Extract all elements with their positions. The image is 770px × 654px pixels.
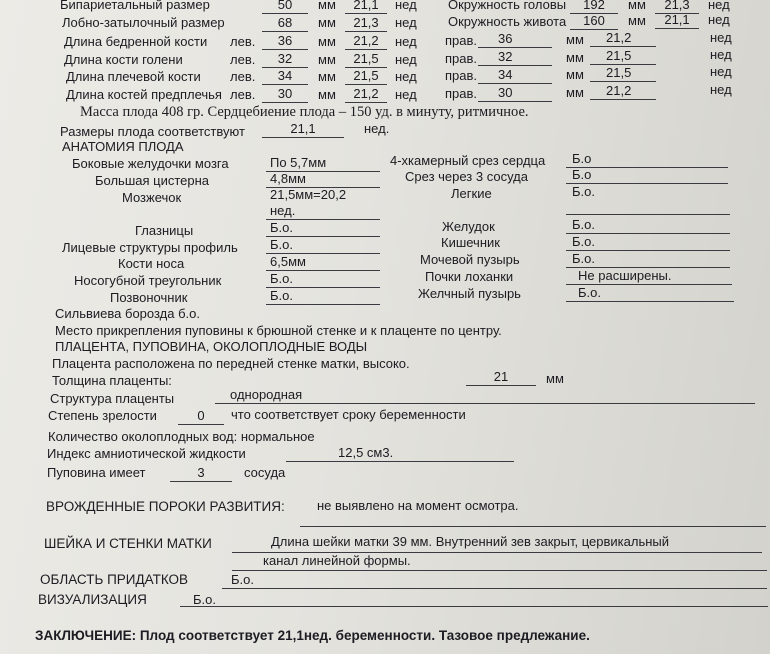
hc-weeks: 21,3 (655, 0, 699, 14)
right-side-label: прав. (445, 86, 478, 101)
malformations-label: ВРОЖДЕННЫЕ ПОРОКИ РАЗВИТИЯ: (46, 499, 285, 514)
anatomy-right-value: Б.о (566, 167, 728, 184)
left-side-label: лев. (230, 69, 256, 84)
bone-label: Длина костей предплечья (66, 87, 222, 102)
left-side-label: лев. (230, 34, 256, 49)
left-side-label: лев. (230, 87, 256, 102)
anatomy-right-label: Почки лоханки (425, 269, 514, 284)
anatomy-right-value: Не расширены. (566, 268, 732, 285)
ac-weeks-unit: нед (708, 12, 730, 27)
anatomy-left-value: Б.о. (266, 237, 380, 254)
anatomy-left-value: 6,5мм (266, 254, 380, 271)
adnexa-line (222, 588, 767, 589)
bone-right-unit: мм (566, 50, 584, 65)
placenta-structure-label: Структура плаценты (50, 391, 175, 406)
bone-right-weeks-unit: нед (710, 64, 732, 79)
anatomy-right-value: Б.о. (566, 251, 730, 268)
sylvian-fissure: Сильвиева борозда б.о. (55, 306, 200, 321)
umbilical-cord-suffix: сосуда (244, 465, 286, 480)
anatomy-right-value: Б.о. (566, 217, 730, 234)
bone-left-unit: мм (318, 69, 336, 84)
cervix-line-2: канал линейной формы. (263, 553, 411, 568)
bone-left-weeks: 21,2 (345, 86, 387, 103)
bone-right-weeks-unit: нед (710, 30, 732, 45)
left-side-label: лев. (230, 52, 256, 67)
placenta-title: ПЛАЦЕНТА, ПУПОВИНА, ОКОЛОПЛОДНЫЕ ВОДЫ (55, 339, 368, 354)
anatomy-right-label: 4-хкамерный срез сердца (390, 153, 546, 168)
placenta-maturity-suffix: что соответствует сроку беременности (231, 407, 466, 422)
anatomy-left-value: Б.о. (266, 288, 380, 305)
bpd-unit: мм (318, 0, 336, 12)
anatomy-left-label: Носогубной треугольник (74, 273, 222, 288)
placenta-maturity-value: 0 (178, 408, 224, 425)
bpd-label: Бипариетальный размер (60, 0, 210, 12)
bone-right-weeks: 21,5 (590, 65, 656, 82)
anatomy-right-label: Желудок (442, 219, 495, 234)
bone-right-unit: мм (566, 32, 584, 47)
size-match-label: Размеры плода соответствуют (60, 124, 245, 139)
bone-left-weeks: 21,5 (345, 68, 387, 85)
ac-unit: мм (628, 13, 646, 28)
bone-right-value: 34 (478, 67, 552, 84)
ac-value: 160 (570, 13, 618, 30)
anatomy-left-label: Боковые желудочки мозга (72, 156, 229, 171)
bone-left-value: 34 (262, 68, 308, 85)
visualization-label: ВИЗУАЛИЗАЦИЯ (38, 592, 147, 607)
placenta-thickness-label: Толщина плаценты: (52, 373, 172, 388)
anatomy-right-value: Б.о. (572, 184, 595, 199)
bone-right-unit: мм (566, 85, 584, 100)
ac-weeks: 21,1 (655, 12, 699, 29)
hc-label: Окружность головы (448, 0, 567, 12)
ofd-weeks-unit: нед (395, 15, 417, 30)
anatomy-left-value: 21,5мм=20,2 (270, 187, 347, 202)
bone-left-unit: мм (318, 34, 336, 49)
anatomy-right-value: Б.о (566, 151, 728, 168)
bpd-weeks: 21,1 (345, 0, 387, 14)
anatomy-left-label: Кости носа (118, 256, 185, 271)
anatomy-left-label: Лицевые структуры профиль (62, 240, 238, 255)
amniotic-fluid-amount: Количество околоплодных вод: нормальное (48, 429, 315, 444)
bone-left-unit: мм (318, 87, 336, 102)
bone-left-value: 32 (262, 51, 308, 68)
anatomy-right-value: Б.о. (566, 234, 730, 251)
bone-left-value: 36 (262, 33, 308, 50)
conclusion: ЗАКЛЮЧЕНИЕ: Плод соответствует 21,1нед. беременности. Тазовое предлежание. (35, 628, 590, 643)
bone-left-weeks-unit: нед (395, 34, 417, 49)
cervix-label: ШЕЙКА И СТЕНКИ МАТКИ (44, 536, 212, 551)
anatomy-left-label: Мозжечок (122, 190, 182, 205)
anatomy-title: АНАТОМИЯ ПЛОДА (62, 139, 184, 154)
cervix-underline-2 (232, 570, 767, 571)
bone-right-value: 36 (478, 31, 552, 48)
adnexa-value: Б.о. (231, 572, 254, 587)
anatomy-right-label: Мочевой пузырь (420, 252, 520, 267)
fetal-weight-line: Масса плода 408 гр. Сердцебиение плода – 150 уд. в минуту, ритмичное. (80, 104, 529, 120)
placenta-thickness-value: 21 (466, 369, 536, 386)
right-side-label: прав. (445, 68, 478, 83)
visualization-line (180, 606, 768, 607)
adnexa-label: ОБЛАСТЬ ПРИДАТКОВ (40, 572, 189, 587)
bone-left-weeks: 21,2 (345, 33, 387, 50)
placenta-location: Плацента расположена по передней стенке матки, высоко. (52, 356, 410, 371)
bone-left-value: 30 (262, 86, 308, 103)
anatomy-left-value: 4,8мм (266, 171, 380, 188)
bone-right-weeks: 21,2 (590, 30, 656, 47)
anatomy-left-label: Большая цистерна (95, 173, 210, 188)
anatomy-right-label: Желчный пузырь (418, 286, 521, 301)
bone-left-weeks-unit: нед (395, 87, 417, 102)
bone-left-weeks-unit: нед (395, 52, 417, 67)
right-side-label: прав. (445, 51, 478, 66)
placenta-maturity-label: Степень зрелости (48, 408, 157, 423)
bone-right-value: 32 (478, 49, 552, 66)
anatomy-left-label: Глазницы (135, 223, 194, 238)
bpd-weeks-unit: нед (395, 0, 417, 12)
anatomy-left-label: Позвоночник (110, 290, 188, 305)
afi-label: Индекс амниотической жидкости (47, 446, 246, 461)
bone-right-weeks: 21,2 (590, 83, 656, 100)
bone-left-weeks-unit: нед (395, 69, 417, 84)
ac-label: Окружность живота (448, 14, 567, 29)
placenta-structure-value: однородная (215, 387, 755, 404)
umbilical-cord-label: Пуповина имеет (47, 465, 146, 480)
hc-weeks-unit: нед (708, 0, 730, 12)
bone-left-unit: мм (318, 52, 336, 67)
anatomy-left-value: По 5,7мм (266, 155, 380, 172)
anatomy-left-value-2: нед. (266, 203, 380, 220)
bone-left-weeks: 21,5 (345, 51, 387, 68)
bone-label: Длина плечевой кости (66, 69, 201, 84)
size-match-unit: нед. (364, 121, 390, 136)
bone-right-weeks-unit: нед (710, 82, 732, 97)
size-match-value: 21,1 (262, 121, 344, 138)
bone-right-weeks: 21,5 (590, 48, 656, 65)
hc-value: 192 (570, 0, 618, 14)
anatomy-right-label: Легкие (451, 186, 492, 201)
bone-label: Длина бедренной кости (64, 34, 208, 49)
anatomy-right-label: Срез через 3 сосуда (405, 169, 528, 184)
bone-label: Длина кости голени (64, 52, 183, 67)
ofd-weeks: 21,3 (345, 15, 387, 32)
right-side-label: прав. (445, 33, 478, 48)
anatomy-right-label: Кишечник (441, 235, 500, 250)
ofd-value: 68 (262, 15, 308, 32)
hc-unit: мм (628, 0, 646, 12)
bone-right-unit: мм (566, 67, 584, 82)
anatomy-left-value: Б.о. (266, 271, 380, 288)
anatomy-blank-line (566, 214, 730, 215)
anatomy-left-value: Б.о. (266, 220, 380, 237)
malformations-line (300, 526, 766, 527)
anatomy-right-value: Б.о. (566, 285, 734, 302)
bone-right-value: 30 (478, 85, 552, 102)
bpd-value: 50 (262, 0, 308, 14)
cervix-line-1: Длина шейки матки 39 мм. Внутренний зев закрыт, цервикальный (271, 534, 670, 549)
visualization-value: Б.о. (193, 592, 216, 607)
afi-value: 12,5 см3. (286, 445, 514, 462)
placenta-thickness-unit: мм (546, 371, 564, 386)
malformations-value: не выявлено на момент осмотра. (317, 498, 519, 513)
cord-insertion: Место прикрепления пуповины к брюшной стенке и к плаценте по центру. (55, 323, 502, 338)
ofd-unit: мм (318, 15, 336, 30)
umbilical-cord-vessels: 3 (170, 465, 232, 482)
ofd-label: Лобно-затылочный размер (62, 15, 225, 30)
bone-right-weeks-unit: нед (710, 47, 732, 62)
